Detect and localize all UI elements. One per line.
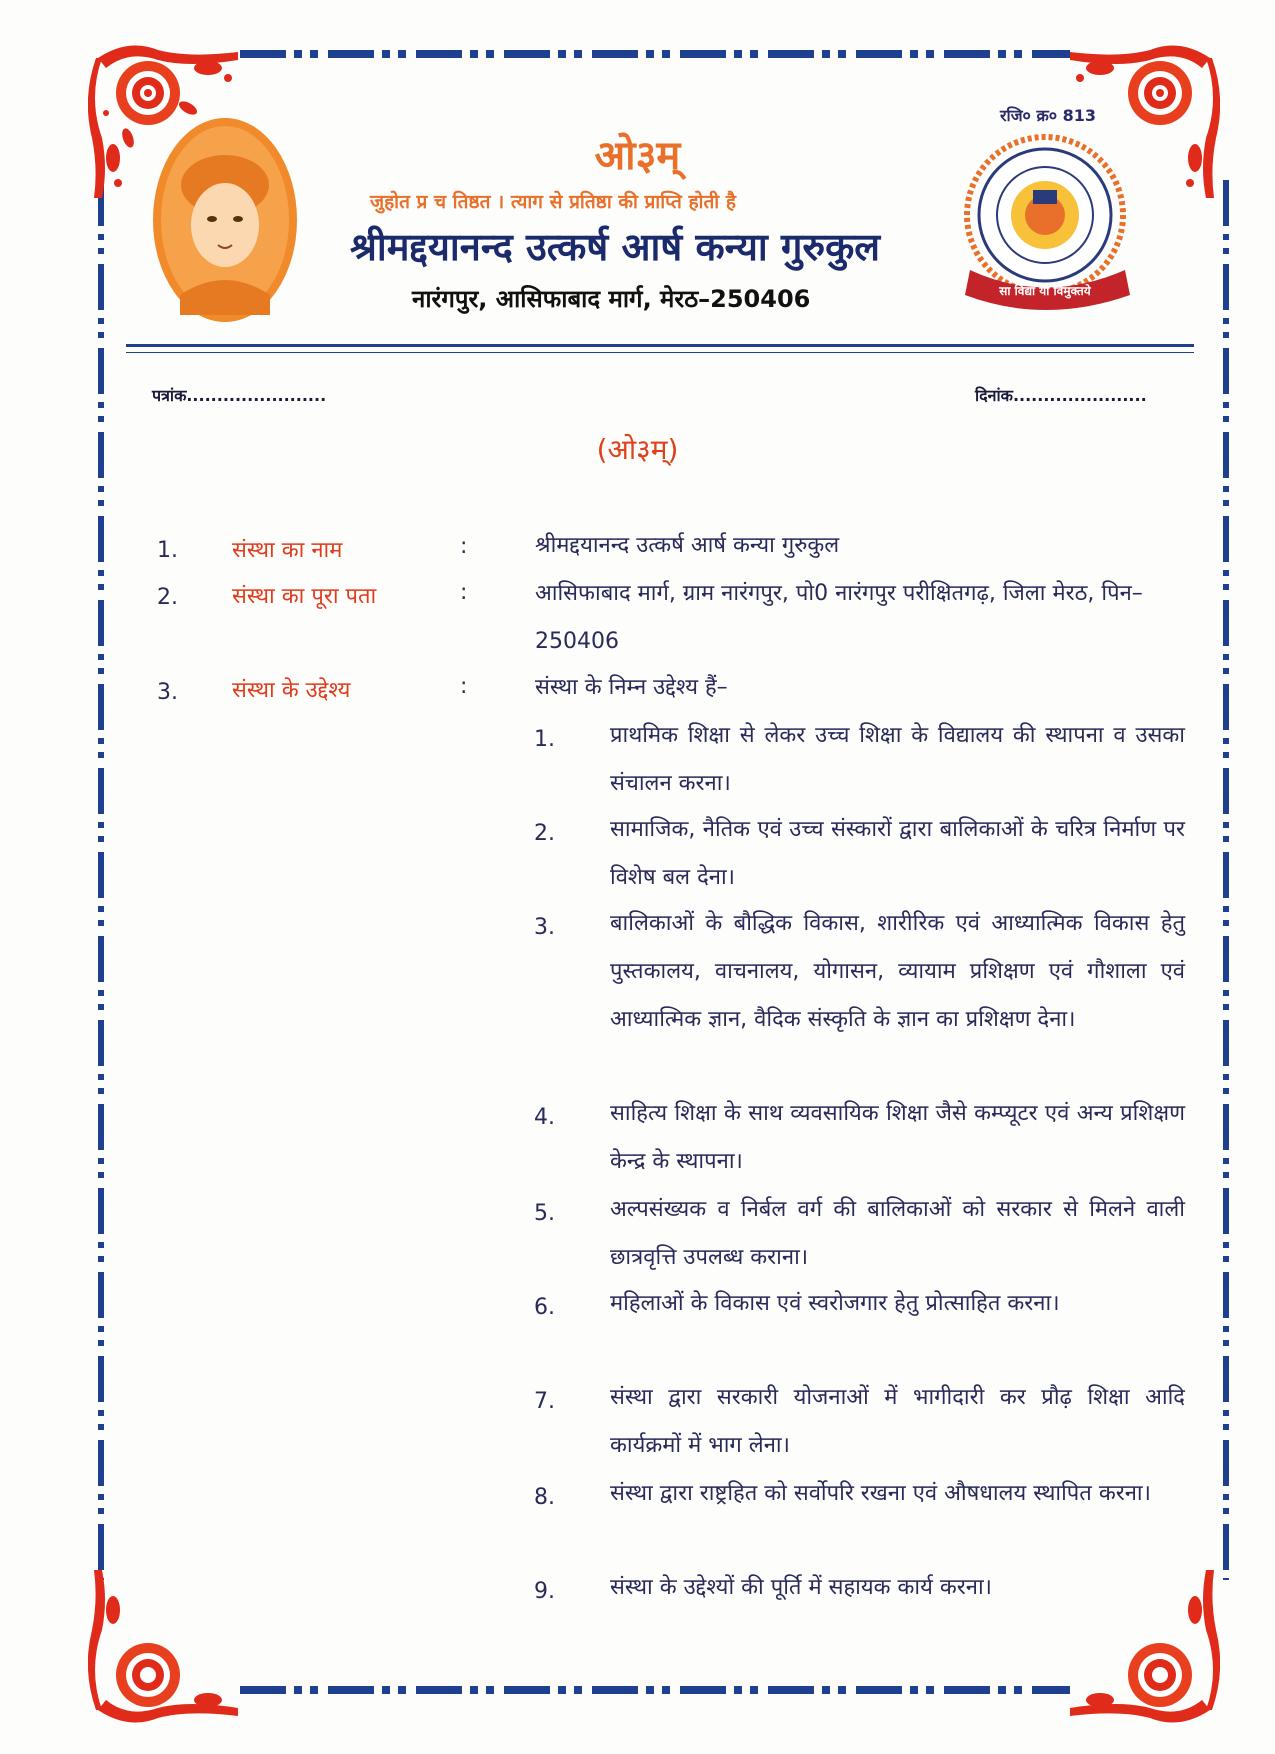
field-number: 3. bbox=[157, 680, 178, 705]
objective-number: 5. bbox=[534, 1201, 555, 1226]
objective-text: संस्था द्वारा सरकारी योजनाओं में भागीदारी कर प्रौढ़ शिक्षा आदि कार्यक्रमों में भाग लेना। bbox=[610, 1385, 1185, 1458]
field-number: 2. bbox=[157, 585, 178, 610]
field-number: 1. bbox=[157, 538, 178, 563]
motto: जुहोत प्र च तिष्ठत । त्याग से प्रतिष्ठा की प्राप्ति होती है bbox=[370, 191, 736, 213]
field-colon: : bbox=[460, 580, 468, 605]
registration-number: रजि० क्र० 813 bbox=[1000, 106, 1097, 125]
header-divider bbox=[126, 344, 1194, 347]
objective-number: 4. bbox=[534, 1105, 555, 1130]
objective-text: प्राथमिक शिक्षा से लेकर उच्च शिक्षा के विद्यालय की स्थापना व उसका संचालन करना। bbox=[610, 723, 1185, 796]
objective-text: संस्था के उद्देश्यों की पूर्ति में सहायक कार्य करना। bbox=[610, 1575, 992, 1600]
objective-number: 7. bbox=[534, 1389, 555, 1414]
objective-text: संस्था द्वारा राष्ट्रहित को सर्वोपरि रखना एवं औषधालय स्थापित करना। bbox=[610, 1481, 1151, 1506]
letter-number-field: पत्रांक....................... bbox=[152, 386, 327, 405]
field-label: संस्था के उद्देश्य bbox=[232, 678, 351, 703]
header-divider-thin bbox=[126, 352, 1194, 353]
border-left bbox=[98, 180, 104, 1580]
objective-text: साहित्य शिक्षा के साथ व्यवसायिक शिक्षा जैसे कम्प्यूटर एवं अन्य प्रशिक्षण केन्द्र के स्थापना। bbox=[610, 1101, 1185, 1174]
objective-text: महिलाओं के विकास एवं स्वरोजगार हेतु प्रोत्साहित करना। bbox=[610, 1291, 1060, 1316]
field-colon: : bbox=[460, 534, 468, 559]
objective-number: 2. bbox=[534, 821, 555, 846]
border-bottom bbox=[240, 1686, 1070, 1694]
institution-name: श्रीमद्दयानन्द उत्कर्ष आर्ष कन्या गुरुकुल bbox=[350, 224, 881, 269]
border-top bbox=[240, 50, 1070, 58]
seal-banner-text: सा विद्या या विमुक्तये bbox=[999, 284, 1091, 298]
field-value: आसिफाबाद मार्ग, ग्राम नारंगपुर, पो0 नारंगपुर परीक्षितगढ़, जिला मेरठ, पिन–250406 bbox=[535, 581, 1143, 654]
objective-number: 3. bbox=[534, 915, 555, 940]
objective-number: 8. bbox=[534, 1485, 555, 1510]
objective-text: बालिकाओं के बौद्धिक विकास, शारीरिक एवं आध्यात्मिक विकास हेतु पुस्तकालय, वाचनालय, योगासन, व्यायाम प्रशिक्षण एवं गौशाला एवं आध्यात्मिक ज्ञान, वैदिक संस्कृति के ज्ञान का प्रशिक्षण देना। bbox=[610, 911, 1185, 1032]
institution-address: नारंगपुर, आसिफाबाद मार्ग, मेरठ–250406 bbox=[412, 285, 811, 313]
objective-text: सामाजिक, नैतिक एवं उच्च संस्कारों द्वारा बालिकाओं के चरित्र निर्माण पर विशेष बल देना। bbox=[610, 817, 1185, 890]
field-value: श्रीमद्दयानन्द उत्कर्ष आर्ष कन्या गुरुकुल bbox=[535, 533, 840, 558]
om-title: ओ३म् bbox=[594, 132, 681, 179]
objective-number: 6. bbox=[534, 1295, 555, 1320]
rose-corner-icon bbox=[88, 1560, 258, 1730]
field-label: संस्था का नाम bbox=[232, 538, 343, 563]
date-field: दिनांक...................... bbox=[975, 386, 1147, 405]
objective-text: अल्पसंख्यक व निर्बल वर्ग की बालिकाओं को सरकार से मिलने वाली छात्रवृत्ति उपलब्ध कराना। bbox=[610, 1197, 1185, 1270]
field-label: संस्था का पूरा पता bbox=[232, 584, 377, 609]
objective-number: 9. bbox=[534, 1579, 555, 1604]
field-value: संस्था के निम्न उद्देश्य हैं– bbox=[535, 675, 728, 700]
om-heading: (ओ३म्) bbox=[596, 433, 679, 466]
objective-number: 1. bbox=[534, 727, 555, 752]
field-colon: : bbox=[460, 674, 468, 699]
border-right bbox=[1223, 180, 1229, 1580]
